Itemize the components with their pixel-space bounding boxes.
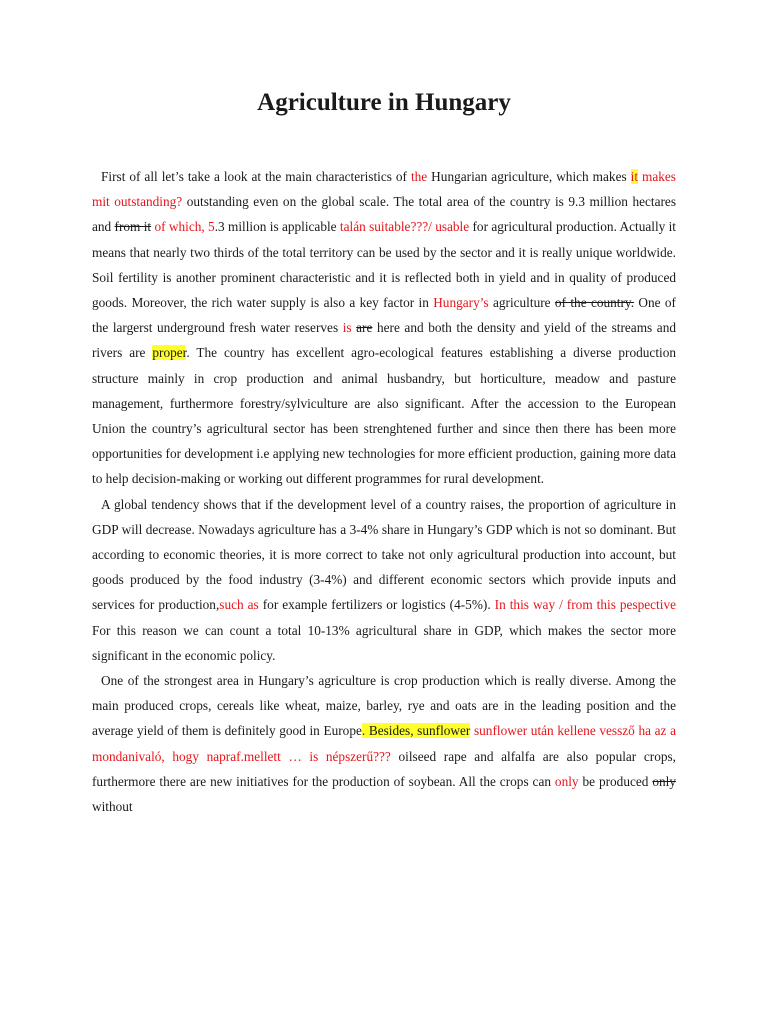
text-run: A global tendency shows that if the development level of a country raises, the proportion of agriculture in GDP will decrease. Nowadays agriculture has a 3-4% share in Hungary’s GDP which is not so dominant. But according to economic theories, it is more correct to take not only agricultural production into account, but goods produced by the food industry (3-4%) and different economic sectors which provide inputs and services for production, (92, 496, 676, 613)
text-run: Hungarian agriculture, which makes (427, 169, 631, 184)
text-run: here and both the density and yield of the streams and rivers are (92, 320, 676, 361)
highlighted-insertion: it (630, 169, 639, 184)
text-run: without (92, 799, 133, 815)
text-run: First of all let’s take a look at the main characteristics of (101, 169, 411, 184)
text-run: outstanding even on the global scale. The total area of the country is 9.3 million hectares and (92, 194, 676, 235)
paragraph-2 (92, 492, 676, 668)
document-body (92, 164, 676, 819)
text-run: agriculture (488, 295, 555, 311)
document-title: Agriculture in Hungary (257, 89, 511, 116)
edit-insertion: In this way / from this pespective (494, 597, 676, 613)
edit-insertion: talán suitable???/ usable (339, 219, 470, 235)
text-run: One of the largerst underground fresh water reserves (92, 295, 676, 336)
deleted-text: of the country. (554, 295, 635, 311)
text-run: oilseed rape and alfalfa are also popular crops, furthermore there are new initiatives for the production of soybean. All the crops can (92, 748, 676, 789)
edit-insertion: only (554, 773, 579, 789)
deleted-text: only (652, 773, 676, 789)
edit-insertion: is (342, 320, 352, 336)
text-run: . The country has excellent agro-ecological features establishing a diverse production structure mainly in crop production and animal husbandry, but horticulture, meadow and pasture management, furthermore forestry/sylviculture are also significant. After the accession to the European Union the country’s agricultural sector has been strenghtened further and since then there has been more opportunities for development i.e applying new technologies for more efficient production, gaining more data to help decision-making or working out different programmes for rural development. (92, 345, 677, 487)
deleted-text: from it (114, 219, 152, 235)
highlighted-text: proper (152, 345, 187, 361)
text-run: be produced (578, 773, 653, 789)
edit-insertion: of which, 5 (154, 219, 215, 235)
text-run: .3 million is applicable (214, 219, 340, 235)
edit-insertion: makes mit outstanding? (92, 169, 676, 210)
highlighted-text: . Besides, sunflower (361, 723, 471, 739)
edit-insertion: the (410, 169, 428, 184)
edit-insertion: sunflower után kellene vessző ha az a mondanivaló, hogy napraf.mellett … is népszerű??? (92, 723, 676, 764)
edit-insertion: such as (219, 597, 259, 613)
paragraph-1 (92, 164, 676, 492)
text-run: For this reason we can count a total 10-13% agricultural share in GDP, which makes the sector more significant in the economic policy. (92, 622, 676, 663)
text-run: for agricultural production. Actually it means that nearly two thirds of the total territory can be used by the sector and it is really unique worldwide. Soil fertility is another prominent characteristic and it is reflected both in yield and in quality of produced goods. Moreover, the rich water supply is also a key factor in (92, 219, 677, 311)
text-run: One of the strongest area in Hungary’s agriculture is crop production which is really diverse. Among the main produced crops, cereals like wheat, maize, barley, rye and oats are in the leading position and the average yield of them is definitely good in Europe (92, 673, 676, 739)
text-run: for example fertilizers or logistics (4-5%). (258, 597, 495, 613)
deleted-text: are (356, 320, 373, 336)
paragraph-3 (92, 668, 676, 819)
edit-insertion: Hungary’s (433, 295, 489, 311)
